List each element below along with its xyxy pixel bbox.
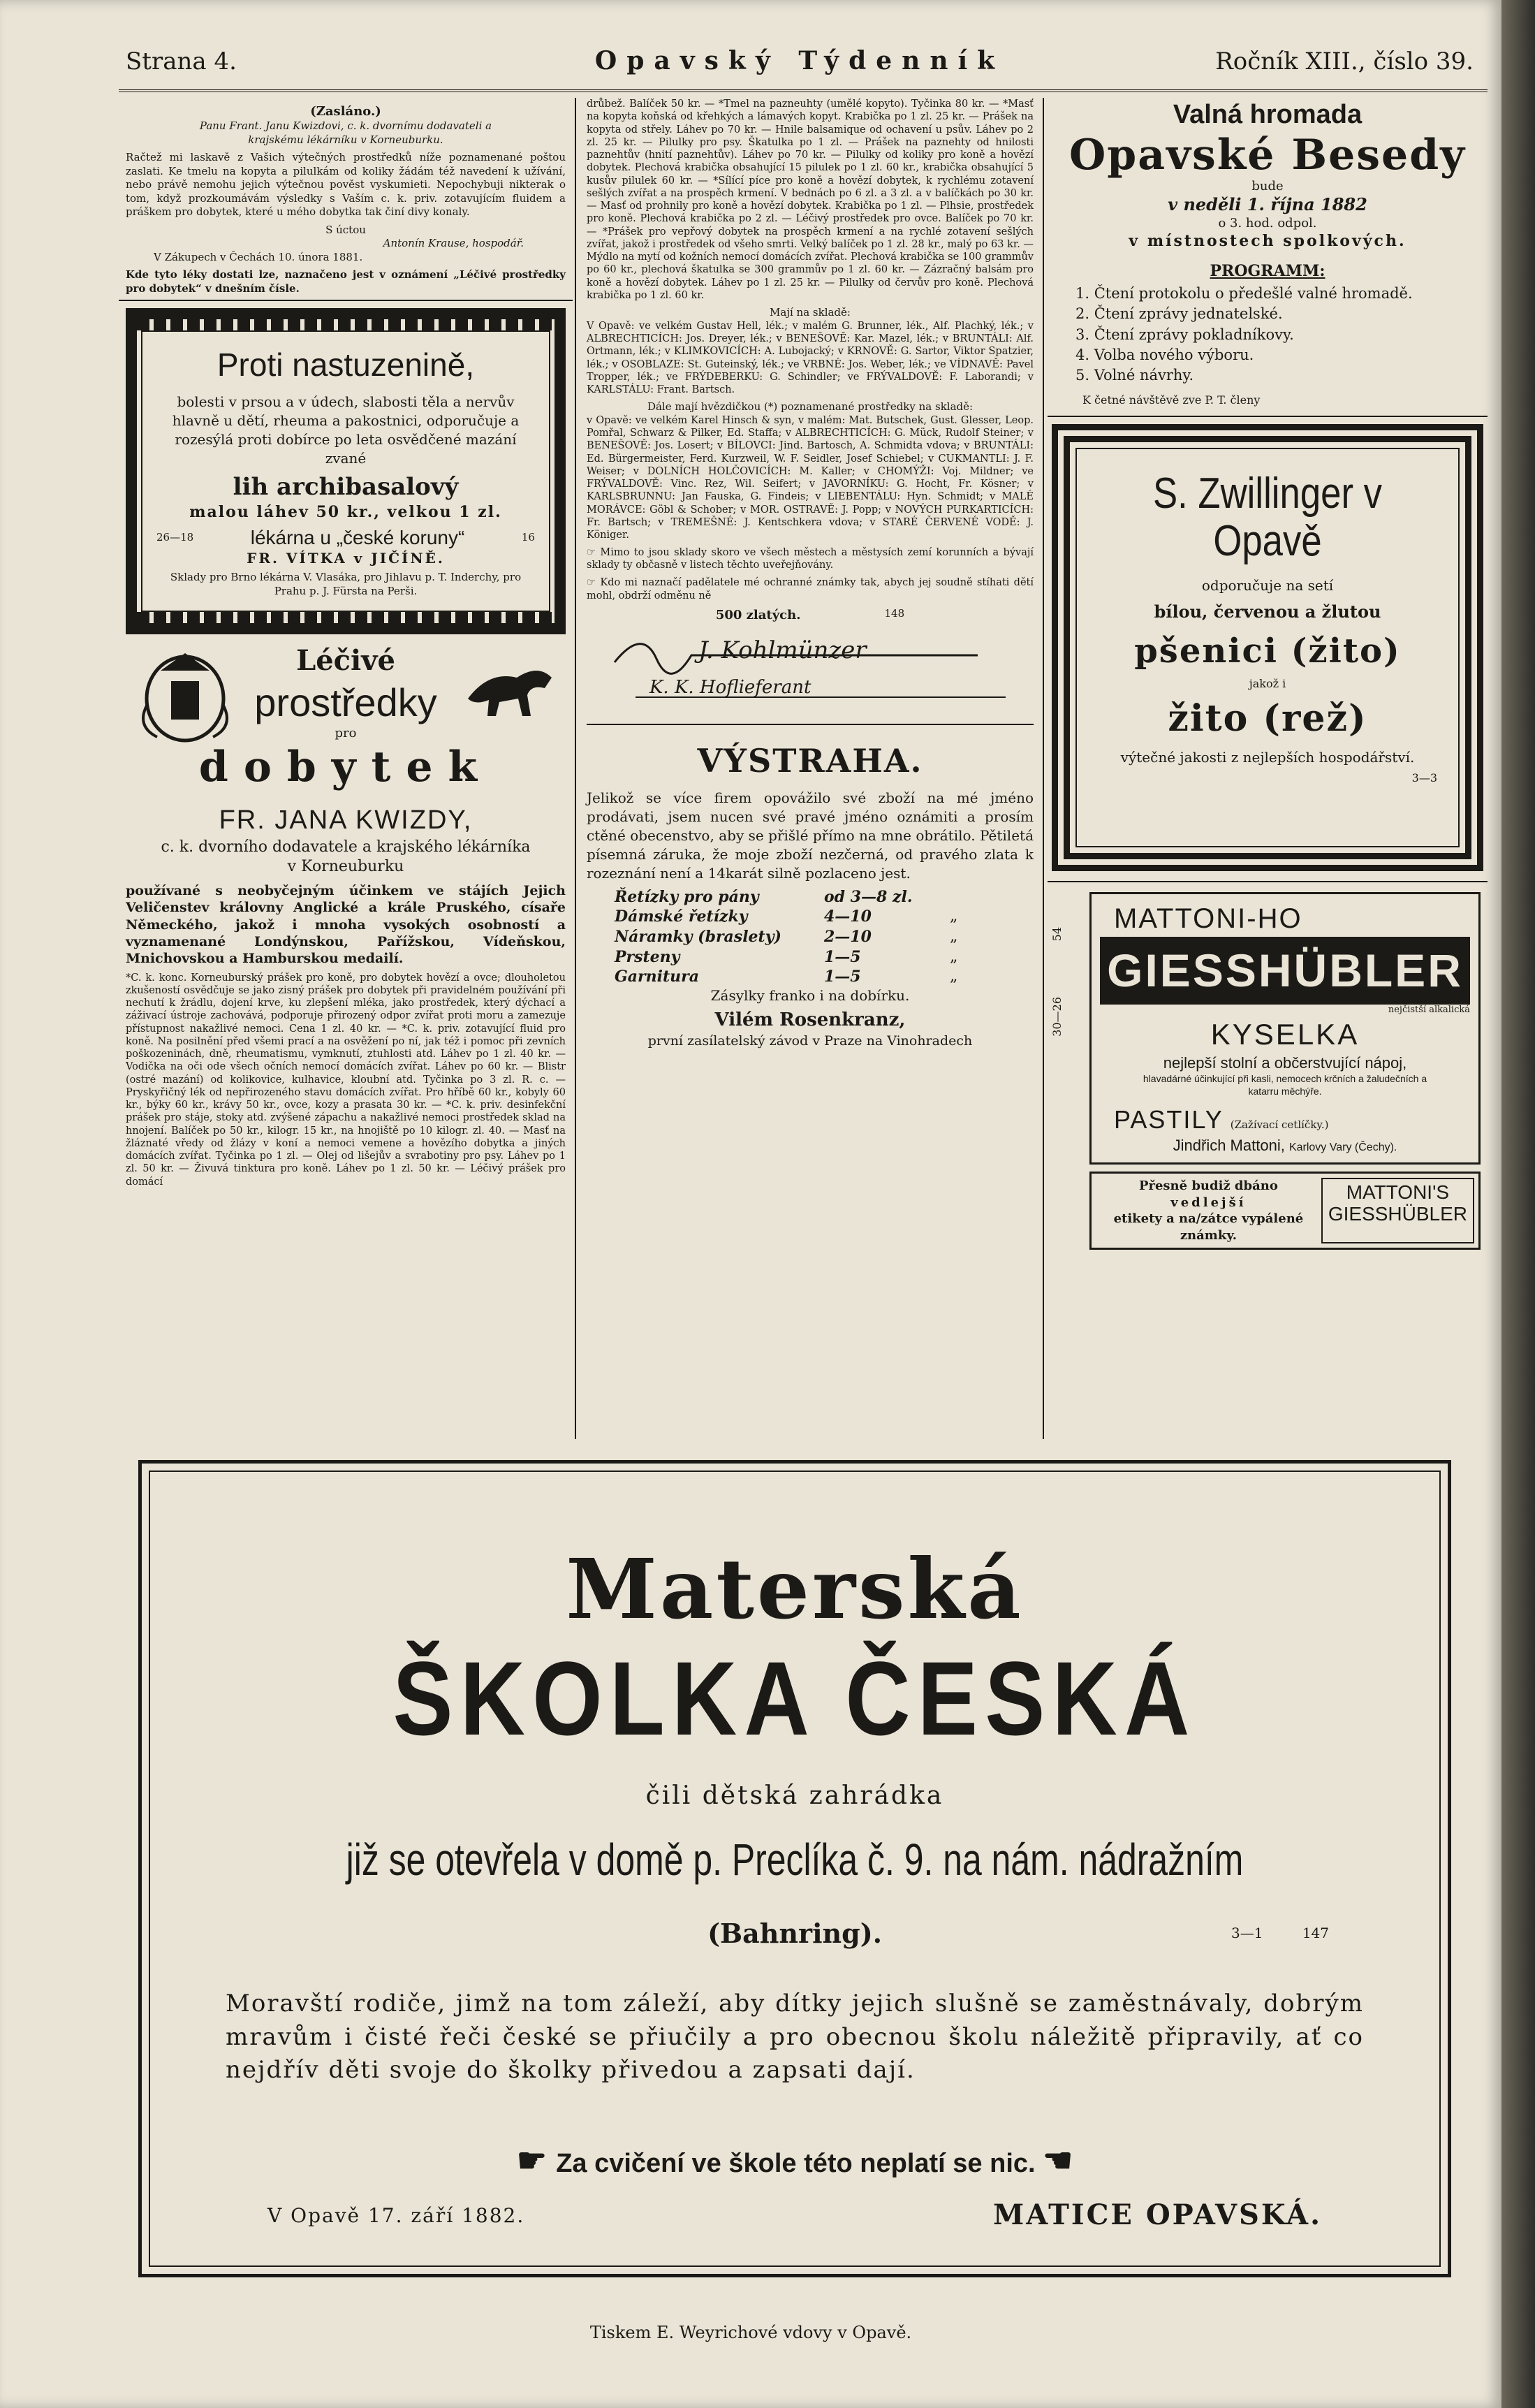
sklady-2-intro: Dále mají hvězdičkou (*) poznamenané prostředky na skladě: <box>647 400 974 414</box>
ad-nastuzenina <box>126 308 566 634</box>
pointing-hand-icon: ☞ <box>587 546 601 558</box>
zwillinger-word-2: žito (rež) <box>1168 696 1367 740</box>
vystraha-title: VÝSTRAHA. <box>697 741 923 780</box>
hromada-time: o 3. hod. odpol. <box>1218 216 1317 231</box>
nastuzenina-num-left: 26—18 <box>156 530 194 543</box>
sklady-note-2-text: Kdo mi naznačí padělatele mé ochranné známky tak, abych jej soudně stíhati dětí mohl, obdrží odměnu ně <box>587 577 1034 602</box>
mattoni-pastily: PASTILY <box>1114 1105 1224 1134</box>
mattoni-warn-3: etikety a na/zátce vypálené známky. <box>1113 1211 1304 1243</box>
kwizda-subtitle-2: v Korneuburku <box>287 857 404 875</box>
hromada-program-item: 5. Volné návrhy. <box>1075 367 1194 384</box>
vystraha-item-price: 1—5 <box>824 968 861 986</box>
ad-materska-skolka <box>138 1460 1451 2277</box>
column-1 <box>119 98 573 1192</box>
zaslano-address-2: krajskému lékárníku v Korneuburku. <box>248 133 443 146</box>
zwillinger-line-3: jakož i <box>1249 677 1286 691</box>
nastuzenina-owner: FR. VÍTKA v JIČÍNĚ. <box>247 550 445 567</box>
zaslano-sign: Antonín Krause, hospodář. <box>383 237 524 250</box>
mattoni-label-1: MATTONI'S <box>1346 1181 1450 1204</box>
column-divider <box>575 98 576 1439</box>
ad-mattoni <box>1050 892 1481 1250</box>
kwizda-title-2: prostředky <box>254 680 437 724</box>
vystraha-price-row <box>615 907 1034 927</box>
vystraha-ad <box>587 724 1034 1049</box>
skolka-free: Za cvičení ve škole této neplatí se nic. <box>556 2149 1036 2178</box>
kwizda-continued: drůbež. Balíček 50 kr. — *Tmel na pazneuhty (umělé kopyto). Tyčinka 80 kr. — *Masť na kopyta koňská od křehkých a lámavých kopyt. Krabička po 1 zl. 25 kr. — Prášek na kopyta od střely. Láhev po 70 kr. — Hnile balsamique od ochavení u psův. Láhev po 2 zl. 25 kr. — Pilulky pro psy. Škatulka po 1 zl. — Prášek na paznehty od hnilosti paznehtův (hnití paznehtův). Láhev po 70 kr. — Pilulky od koliky pro koně a hovězí dobytek. Plechová krabička obsahující 15 pilulek po 1 zl. 60 kr., krabička obsahující 5 kusův pilulek 60 kr. — *Sílící píce pro koně a hovězí dobytek, k rychlému zotavení sešlých zvířat a na prospěch krmení. V bednách po 6 zl. a 3 zl. a v balíčkách po 30 kr. — Masť od prohnily pro koně a hovězí dobytek. Krabička po 1 zl. — Plhsie, prostředek pro koně. Plechová krabička po 2 zl. — Léčivý prostředek pro ovce. Balíček po 70 kr. — *Prášek pro vepřový dobytek na prospěch krmení a na rychlé zotavení sešlých zvířat, jakož i prostředek od všeho smrti. Velký balíček po 1 zl. 28 kr., malý po 63 kr. — Mýdlo na mytí od kožních nemocí domácích zvířat. Plechová krabička se 100 grammův po 60 kr., plechová škatulka se 300 grammův po 1 zl. 60 kr. — Zázračný balsám pro koně a hovězí dobytek. Láhev po 1 zl. 25 kr. — Pilulky od červův pro koně. Plechová krabička po 1 zl. 60 kr. <box>587 98 1034 301</box>
skolka-sign: MATICE OPAVSKÁ. <box>992 2198 1322 2231</box>
skolka-num-2: 147 <box>1302 1925 1329 1941</box>
reward-number: 148 <box>884 606 905 620</box>
mattoni-sub-2: KYSELKA <box>1210 1018 1360 1051</box>
kwizda-title-4: dobytek <box>198 743 493 791</box>
ad-kwizda <box>126 643 566 1188</box>
skolka-line-3: (Bahnring). <box>707 1918 882 1949</box>
divider <box>1048 416 1488 417</box>
zwillinger-line-2: bílou, červenou a žlutou <box>1154 601 1381 622</box>
zwillinger-line-4: výtečné jakosti z nejlepších hospodářství. <box>1120 749 1415 766</box>
nastuzenina-body: bolesti v prsou a v údech, slabosti těla a nervův hlavně u dětí, rheuma a pakostnici, odporučuje a rozesýlá proti dobírce po leta osvědčené mazání zvané <box>172 393 520 467</box>
vystraha-item-price: 1—5 <box>824 947 861 966</box>
signature-title: K. K. Hoflieferant <box>649 676 811 698</box>
ad-zwillinger <box>1052 424 1483 871</box>
kwizda-lead: používané s neobyčejným účinkem ve stájích Jejich Veličenstev královny Anglické a krále Pruského, císaře Německého, jakož i mnoha vysokých osobností a vyznamenané Londýnskou, Pařížskou, Vídeňskou, Mnichovskou a Hamburskou medailí. <box>126 882 566 967</box>
vystraha-address: první zasílatelský závod v Praze na Vinohradech <box>647 1032 973 1049</box>
column-3 <box>1048 98 1488 1250</box>
mattoni-warn-1: Přesně budiž dbáno <box>1138 1179 1278 1194</box>
hromada-program-item: 4. Volba nového výboru. <box>1075 346 1254 363</box>
zwillinger-line-1: odporučuje na setí <box>1201 576 1334 594</box>
mattoni-desc-2: hlavadárné účinkující při kasli, nemocech krčních a žaludečních a katarru měchýře. <box>1143 1073 1427 1097</box>
hromada-program-title: PROGRAMM: <box>1210 261 1325 280</box>
mattoni-owner: Jindřich Mattoni, <box>1173 1137 1285 1155</box>
zwillinger-word-1: pšenici (žito) <box>1134 631 1401 671</box>
nastuzenina-name: lih archibasalový <box>233 472 459 501</box>
mattoni-sub-1: nejčistší alkalická <box>1388 1004 1470 1015</box>
skolka-date: V Opavě 17. září 1882. <box>267 2204 525 2227</box>
header-rule <box>119 89 1488 92</box>
sklady-note-1 <box>587 546 1034 573</box>
issue-info: Ročník XIII., číslo 39. <box>1215 48 1474 75</box>
column-2 <box>580 98 1041 1049</box>
vystraha-item-price: 2—10 <box>824 927 872 946</box>
reward: 500 zlatých. <box>715 607 801 622</box>
zwillinger-num: 3—3 <box>1411 771 1437 785</box>
zaslano-title: (Zasláno.) <box>310 104 381 119</box>
vystraha-item-name: Dámské řetízky <box>615 907 748 926</box>
kwizda-subtitle-1: c. k. dvorního dodavatele a krajského lékárníka <box>161 838 531 856</box>
zwillinger-title: S. Zwillinger v Opavě <box>1153 469 1382 566</box>
zaslano-salute: S úctou <box>325 223 366 236</box>
hromada-place: v místnostech spolkových. <box>1129 232 1407 251</box>
masthead-title: Opavský Týdenník <box>594 46 1005 75</box>
hromada-title-2: Opavské Besedy <box>1068 130 1467 180</box>
kwizda-body: *C. k. konc. Korneuburský prášek pro koně, pro dobytek hovězí a ovce; dlouholetou zkušeností osvědčuje se jako zisný prášek pro dobytek při pravidelném používání při nechutí k žrádlu, dojení krve, ku zlepšení mléka, jako prostředek, který dýchací a záživací ústroje zachovává, podporuje přirozený odpor zvířat proti moru a zamezuje přístupnost nakažlivé nemoci. Cena 1 zl. 40 kr. — *C. k. priv. zotavující fluid pro koně. Na posilnění před všemi prací a na osvěžení po ní, jak též i pomoc při zevních poškozeninách, dně, rheumatismu, vymknutí, ztuhlosti atd. Láhev po 1 zl. 40 kr. — Vodička na oči ode všech očních nemocí domácích zvířat. Láhev po 60 kr. — Blistr (ostré mazání) od kolikovice, kulhavice, kloubní atd. Tyčinka po 3 zl. R. c. — Pryskyřičný lék od nepřirozeného stavu domácích zvířat. Pro hříbě 60 kr., kobyly 60 kr., býky 60 kr., krávy 50 kr., ovce, kozy a prasata 30 kr. — *C. k. priv. desinfekční prášek pro stáje, stoky atd. zvýšené zápachu a nakažlivé nemoci prostředek sklad na hnojení. Balíček po 50 kr., kilogr. 15 kr., na hnojiště po 10 kilogr. zl. 40. — Masť na žláznaté vředy od žlázy v koní a nemoci vemene a hovězího dobytka a jiných domácích zvířat. Tyčinka po 1 zl. — Olej od lišejův a svrabotiny pro psy. Láhev po 1 zl. 50 kr. — Živuvá tinktura pro koně. Láhev po 1 zl. 50 kr. — Léčivý prášek pro domácí <box>126 972 566 1188</box>
mattoni-big: GIESSHÜBLER <box>1100 937 1470 1004</box>
vystraha-shipping: Zásylky franko i na dobírku. <box>710 986 910 1004</box>
zaslano-place: V Zákupech v Čechách 10. února 1881. <box>154 250 363 263</box>
pointing-hand-icon: ☞ <box>587 577 601 589</box>
sklady-list-2: v Opavě: ve velkém Karel Hinsch & syn, v malém: Mat. Butschek, Gust. Glesser, Leop. Pomřal, Schwarz & Pilker, Ed. Staffa; v ALBRECHTICÍCH: G. Mück, Rudolf Steiner; v BENEŠOVĚ: Jos. Losert; v BÍLOVCI: Jind. Bartosch, A. Schmidta vdova; v BRUNTÁLI: Ed. Bürgermeister, Ferd. Kurzweil, W. F. Seidler, Josef Schiebel; v CUKMANTLI: J. F. Weiser; v DOLNÍCH HOLČOVICÍCH: M. Kaller; v CHOMÝŽI: Voj. Mildner; ve FRÝVALDOVĚ: Vinc. Rez, Wil. Seifert; v JAVORNÍKU: G. Hocht, Fr. Kösner; v KARLSBRUNNU: Jan Fauska, G. Findeis; v LIEBENTÁLU: Hyn. Schmidt; v MALÉ MORÁVCE: Göbl & Schober; v MOR. OSTRAVĚ: J. Popp; v NOVÝCH PURKARTICÍCH: Fr. Bartsch; v TREMEŠNÉ: J. Kentschkera vdova; v STARÉ ČERVENÉ VODĚ: J. Königer. <box>587 414 1034 541</box>
vystraha-item-price: 4—10 <box>824 907 872 926</box>
nastuzenina-num-right: 16 <box>521 530 535 543</box>
sklady-note-1-text: Mimo to jsou sklady skoro ve všech městech a městysích zemí korunních a bývají sklady ty občasně v listech těchto uveřejňovány. <box>587 546 1034 571</box>
nastuzenina-title: Proti nastuzenině, <box>216 346 475 384</box>
mattoni-side-num-2: 54 <box>1050 927 1064 942</box>
vystraha-item-mark: „ <box>950 907 958 926</box>
vystraha-item-name: Náramky (braslety) <box>615 927 781 946</box>
vystraha-price-row <box>615 967 1034 987</box>
hromada-foot: K četné návštěvě zve P. T. členy <box>1082 393 1261 407</box>
divider <box>119 300 573 301</box>
mattoni-warn-2: vedlejší <box>1170 1195 1247 1210</box>
divider <box>1048 881 1488 882</box>
kwizda-name: FR. JANA KWIZDY, <box>219 805 473 835</box>
hromada-title-1: Valná hromada <box>1173 100 1363 129</box>
mattoni-top: MATTONI-HO <box>1114 903 1302 935</box>
vystraha-item-name: Garnitura <box>615 968 699 986</box>
signature-name: J. Kohlmünzer <box>698 636 867 664</box>
zaslano-section <box>119 98 573 295</box>
mattoni-label-2: GIESSHÜBLER <box>1328 1203 1467 1225</box>
hromada-date: v neděli 1. října 1882 <box>1168 194 1367 214</box>
hromada-program-list <box>1055 284 1481 386</box>
vystraha-item-mark: „ <box>950 927 958 945</box>
page-number: Strana 4. <box>126 48 237 75</box>
vystraha-price-row <box>615 947 1034 968</box>
vystraha-item-price: od 3—8 zl. <box>824 887 913 906</box>
sklady-list-1: V Opavě: ve velkém Gustav Hell, lék.; v malém G. Brunner, lék., Alf. Plachký, lék.; v ALBRECHTICÍCH: Jos. Dreyer, lék.; v BENEŠOVĚ: Kar. Mazel, lék.; v BRUNTÁLI: Alf. Ortmann, lék.; v KLIMKOVICÍCH: A. Lubojacký; v KRNOVĚ: G. Sartor, Viktor Spatzier, lék.; v OSOBLAZE: St. Guteinský, lék.; ve VRBNÉ: Jos. Weber, lék.; ve VÍDNAVĚ: Pavel Tropper, lék.; ve FRÝDEBERKU: G. Schindler; ve FRÝVALDOVĚ: F. Laborandi; v KARLSTÁLU: Frant. Bartsch. <box>587 320 1034 396</box>
mattoni-pastily-sub: (Zažívací cetlíčky.) <box>1230 1118 1329 1132</box>
printer-imprint: Tiskem E. Weyrichové vdovy v Opavě. <box>589 2323 912 2342</box>
pointing-hand-left-icon: ☚ <box>1043 2143 1073 2180</box>
sklady-note-2 <box>587 576 1034 603</box>
mattoni-label <box>1321 1178 1474 1243</box>
kwizda-title-3: pro <box>335 726 357 740</box>
mattoni-owner-place: Karlovy Vary (Čechy). <box>1288 1141 1397 1154</box>
mattoni-side-num-1: 30—26 <box>1050 997 1064 1037</box>
hromada-program-item: 2. Čtení zprávy jednatelské. <box>1075 305 1283 323</box>
zaslano-address-1: Panu Frant. Janu Kwizdovi, c. k. dvornímu dodavateli a <box>199 119 492 133</box>
vystraha-item-name: Řetízky pro pány <box>615 887 759 906</box>
hromada-program-item: 3. Čtení zprávy pokladníkovy. <box>1075 326 1294 343</box>
column-divider <box>1043 98 1044 1439</box>
nastuzenina-pharmacy: lékárna u „české koruny“ <box>250 526 465 548</box>
zaslano-note: Kde tyto léky dostati lze, naznačeno jest v oznámení „Léčivé prostředky pro dobytek“ v dnešním čísle. <box>126 268 566 295</box>
hromada-program-item: 1. Čtení protokolu o předešlé valné hromadě. <box>1075 284 1413 302</box>
pointing-hand-right-icon: ☛ <box>516 2143 557 2180</box>
page-header <box>126 41 1474 82</box>
kwizda-signature <box>587 627 1034 711</box>
vystraha-body: Jelikož se více firem opovážilo své zboží na mé jméno prodávati, jsem nucen své pravé jméno oznámiti a prosím ctěné obecenstvo, aby se přišlé přímo na mne obrátilo. Pětiletá písemná záruka, že moje zboží nezčerná, od pravého zlata k rozeznání není a 14karát silně pozlaceno jest. <box>587 789 1034 882</box>
hromada-line-1: bude <box>1251 178 1284 194</box>
book-spine <box>1501 0 1535 2408</box>
skolka-line-2: již se otevřela v domě p. Preclíka č. 9. na nám. nádražním <box>346 1834 1244 1885</box>
skolka-num-1: 3—1 <box>1231 1925 1263 1941</box>
vystraha-price-row <box>615 927 1034 947</box>
vystraha-item-mark: „ <box>950 968 958 986</box>
skolka-num <box>1231 1925 1329 1941</box>
zaslano-body: Račtež mi laskavě z Vašich výtečných prostředků níže poznamenané poštou zaslati. Ke tmelu na kopyta a pilulkám od koliky žádám též navedení k užívání, nebo právě nemohu jejich výtečnou pověst vyskumieti. Nepochybuji nikterak o tom, když prozkoumávám výsledky s Vaším c. k. priv. zotavujícím fluidem a práškem pro dobytek, které u mého dobytka tak činí divy konaly. <box>126 151 566 219</box>
mattoni-panel <box>1089 892 1481 1165</box>
skolka-title-1: Materská <box>566 1540 1024 1637</box>
vystraha-company: Vilém Rosenkranz, <box>714 1009 906 1031</box>
ad-valna-hromada <box>1048 98 1488 407</box>
vystraha-item-name: Prsteny <box>615 947 680 966</box>
nastuzenina-price: malou láhev 50 kr., velkou 1 zl. <box>189 503 502 522</box>
kwizda-title-1: Léčivé <box>296 644 395 677</box>
skolka-line-1: čili dětská zahrádka <box>645 1781 944 1810</box>
vystraha-price-list <box>587 887 1034 987</box>
skolka-title-2: ŠKOLKA ČESKÁ <box>392 1640 1197 1757</box>
sklady-intro: Mají na skladě: <box>770 306 851 319</box>
skolka-body: Moravští rodiče, jimž na tom záleží, aby dítky jejich slušně se zaměstnávaly, dobrým mravům i čisté řeči české se přiučily a pro obecnou školu náležitě připravily, ať co nejdřív děti svoje do školky přivedou a zapsati dají. <box>226 1990 1364 2085</box>
skolka-free-row <box>142 2141 1448 2180</box>
nastuzenina-depots: Sklady pro Brno lékárna V. Vlasáka, pro Jihlavu p. T. Inderchy, pro Prahu p. J. Fürsta na Perši. <box>170 571 522 597</box>
vystraha-item-mark: „ <box>950 947 958 965</box>
vystraha-price-row <box>615 887 1034 907</box>
mattoni-warning <box>1089 1172 1481 1250</box>
mattoni-desc-1: nejlepší stolní a občerstvující nápoj, <box>1163 1054 1407 1072</box>
